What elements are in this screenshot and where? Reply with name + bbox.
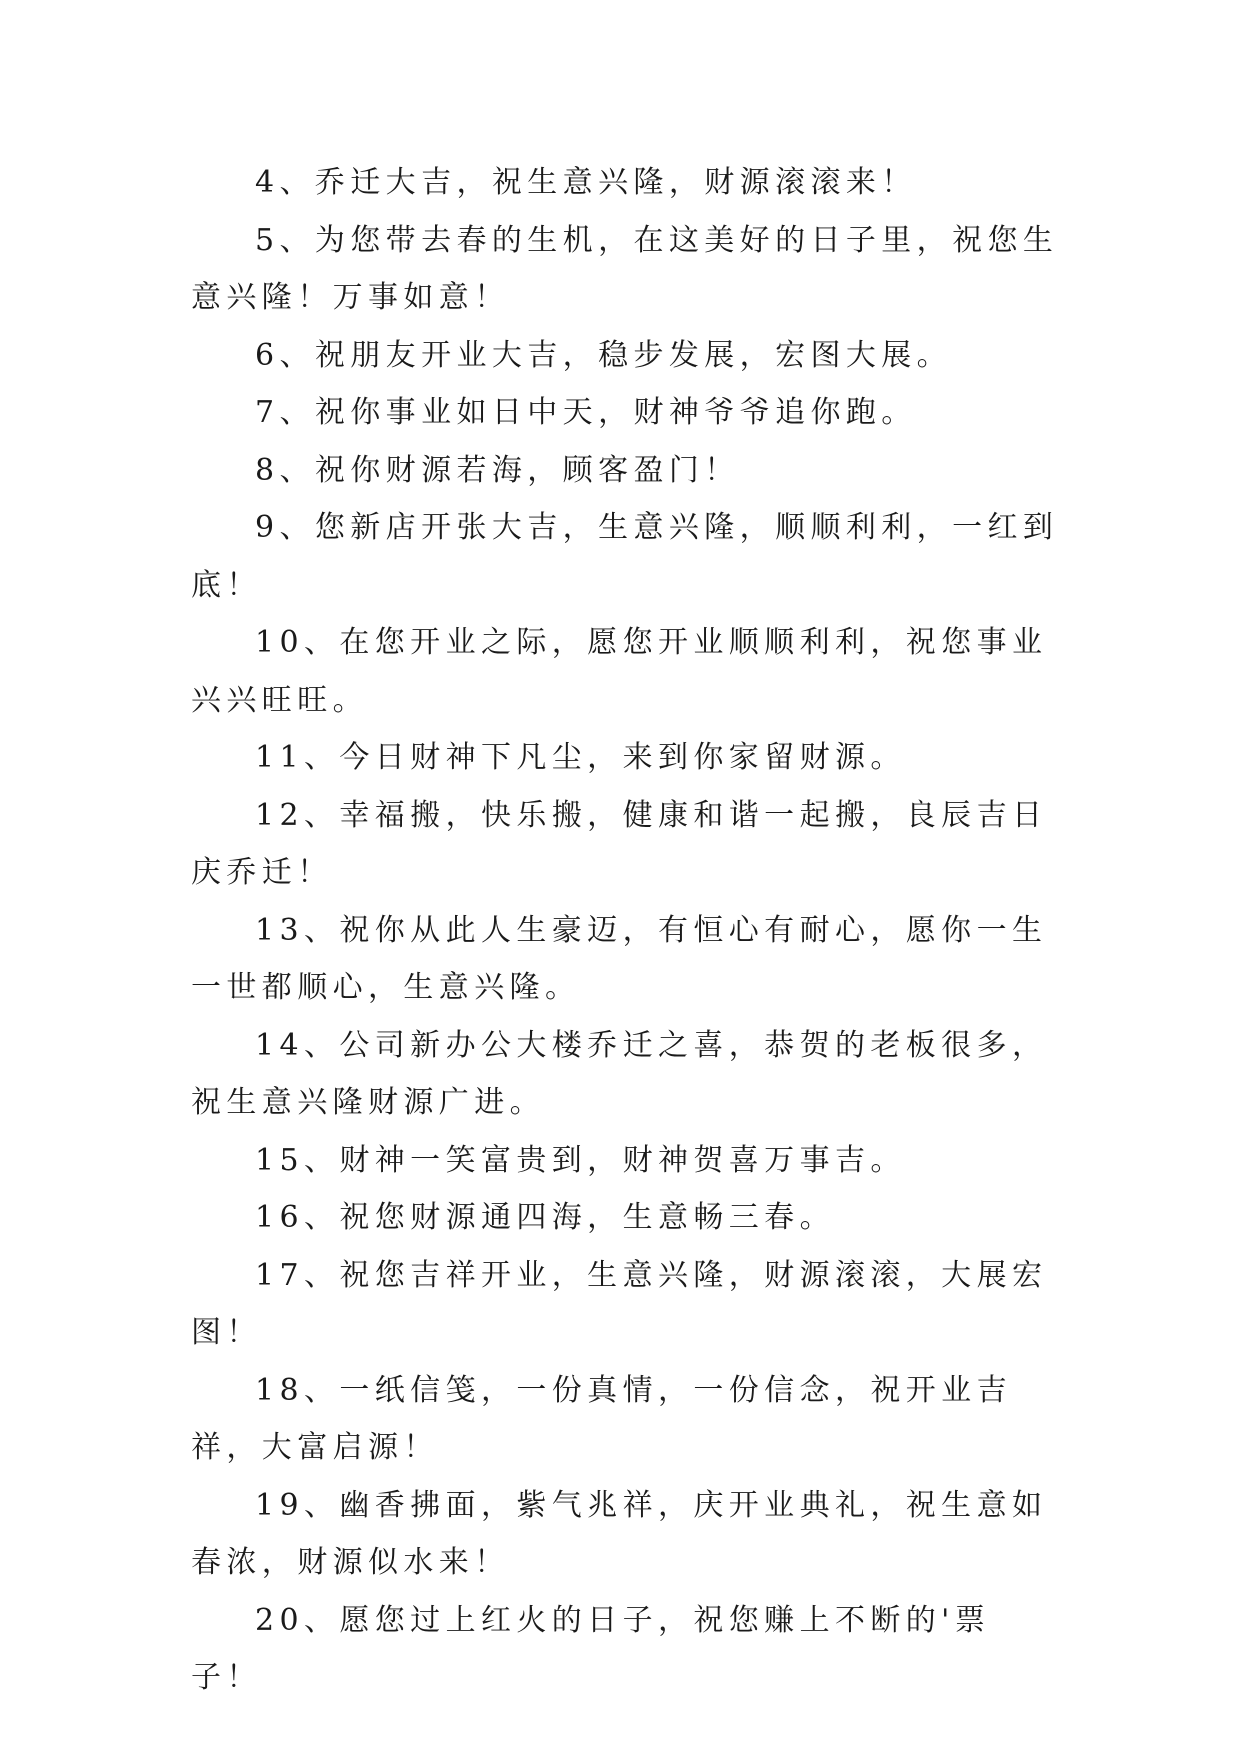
- paragraph-9: 9、您新店开张大吉，生意兴隆，顺顺利利，一红到底！: [191, 510, 1059, 603]
- paragraph-12: 12、幸福搬，快乐搬，健康和谐一起搬，良辰吉日庆乔迁！: [191, 797, 1048, 890]
- paragraph-13: 13、祝你从此人生豪迈，有恒心有耐心，愿你一生一世都顺心，生意兴隆。: [191, 912, 1048, 1005]
- paragraph-7: 7、祝你事业如日中天，财神爷爷追你跑。: [255, 395, 917, 430]
- paragraph-20: 20、愿您过上红火的日子，祝您赚上不断的'票子！: [191, 1602, 991, 1695]
- paragraph-8: 8、祝你财源若海，顾客盈门！: [255, 452, 740, 488]
- paragraph-11: 11、今日财神下凡尘，来到你家留财源。: [255, 740, 906, 775]
- paragraph-18: 18、一纸信笺，一份真情，一份信念，祝开业吉祥，大富启源！: [191, 1372, 1012, 1465]
- paragraph-6: 6、祝朋友开业大吉，稳步发展，宏图大展。: [255, 337, 953, 373]
- paragraph-10: 10、在您开业之际，愿您开业顺顺利利，祝您事业兴兴旺旺。: [191, 625, 1048, 718]
- paragraph-5: 5、为您带去春的生机，在这美好的日子里，祝您生意兴隆！万事如意！: [191, 222, 1059, 315]
- paragraph-17: 17、祝您吉祥开业，生意兴隆，财源滚滚，大展宏图！: [191, 1257, 1048, 1350]
- paragraph-19: 19、幽香拂面，紫气兆祥，庆开业典礼，祝生意如春浓，财源似水来！: [191, 1487, 1048, 1580]
- document-body: [191, 154, 1061, 1707]
- paragraph-4: 4、乔迁大吉，祝生意兴隆，财源滚滚来！: [255, 165, 917, 200]
- paragraph-14: 14、公司新办公大楼乔迁之喜，恭贺的老板很多，祝生意兴隆财源广进。: [191, 1027, 1048, 1120]
- paragraph-16: 16、祝您财源通四海，生意畅三春。: [255, 1200, 835, 1235]
- paragraph-15: 15、财神一笑富贵到，财神贺喜万事吉。: [255, 1142, 906, 1178]
